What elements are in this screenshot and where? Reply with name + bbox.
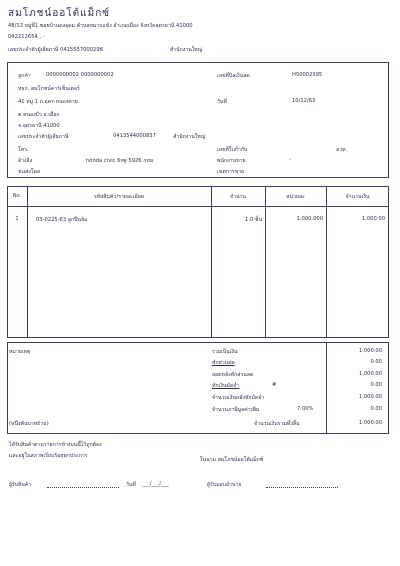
customer-branch: สำนักงานใหญ่	[173, 134, 206, 140]
receipt-date-blank: ___/___/___	[142, 481, 169, 487]
company-name: สมโภชน์ออโต้แม็กซ์	[8, 8, 111, 19]
customer-addr2: ต.หนองบัว อ.เมือง	[18, 112, 60, 118]
company-sign-label: ในนาม สมโภชน์ออโต้แม็กซ์	[200, 457, 264, 463]
credit-label: ลวท.	[336, 147, 348, 153]
remark-label: หมายเหตุ	[9, 349, 31, 355]
date-label: วันที่	[217, 99, 227, 105]
bill-no: HS0002395	[292, 72, 323, 78]
grand-total-value: 1,000.00	[358, 420, 382, 426]
company-address: 48/13 หมู่ที่1 ซอยบ้านดงอุดม ตำบลหมากแข้ง อำเภอเมือง จังหวัดอุดรธานี 41000	[8, 23, 193, 29]
company-tax-id: เลขประจำตัวผู้เสียภาษี 0415557000298	[8, 47, 103, 53]
summary-label: จำนวนเงินหลังหักมัดจำ	[212, 395, 265, 401]
customer-ref-label: อ้างอิง	[18, 158, 33, 164]
items-table	[7, 186, 389, 338]
customer-box	[7, 62, 389, 178]
row-qty: 1.0 ชิ้น	[245, 217, 262, 223]
vat-rate: 7.00%	[297, 406, 314, 412]
col-divider	[326, 186, 327, 338]
customer-name: หจก. สมโภชน์คาร์เซ็นเตอร์	[18, 86, 80, 92]
summary-value: 0.00	[370, 359, 382, 365]
receipt-note-2: และอยู่ในสภาพเรียบร้อยทุกประการ	[9, 453, 88, 459]
receiver-label: ผู้รับสินค้า	[9, 482, 32, 488]
receipt-date-label: วันที่	[126, 482, 136, 488]
company-branch: สำนักงานใหญ่	[170, 47, 203, 53]
summary-label: ยอดหลังหักส่วนลด	[212, 372, 254, 378]
header-qty: จำนวน	[230, 194, 246, 200]
customer-ship-label: ขนส่งโดย	[18, 169, 40, 175]
customer-code: 0000000002 0000000002	[46, 72, 114, 78]
col-divider	[27, 186, 28, 338]
summary-label: หักส่วนลด	[212, 360, 235, 366]
summary-value: 1,000.00	[358, 371, 382, 377]
receiver-signature-line	[47, 487, 119, 488]
header-no: No.	[12, 193, 22, 199]
header-unit-price: หน่วยละ	[286, 194, 305, 200]
summary-label: หักเงินมัดจำ	[212, 383, 240, 389]
grand-total-label: จำนวนเงินรวมทั้งสิ้น	[254, 421, 300, 427]
table-header-divider	[7, 206, 389, 207]
customer-tax-label: เลขประจำตัวผู้เสียภาษี	[18, 134, 69, 140]
company-phone: 042212654 , -	[8, 34, 45, 40]
summary-value: 1,000.00	[358, 348, 382, 354]
authorizer-signature-line	[266, 487, 338, 488]
header-desc: รหัสสินค้า/รายละเอียด	[93, 194, 145, 200]
header-amount: จำนวนเงิน	[345, 194, 370, 200]
customer-addr3: จ.อุดรธานี 41000	[18, 123, 60, 129]
sales-label: พนักงานขาย	[217, 158, 246, 164]
customer-code-label: ลูกค้า	[18, 73, 31, 79]
amount-in-words: (หนึ่งพันบาทถ้วน)	[9, 421, 49, 427]
summary-value: 1,000.00	[358, 394, 382, 400]
authorizer-label: ผู้รับมอบอำนาจ	[207, 482, 242, 488]
customer-tax-id: 0413544000837	[113, 133, 156, 139]
customer-addr1: 41 หมู่ 1 ถ.อุดร-หนองคาย	[18, 99, 78, 105]
summary-value: 0.00	[370, 406, 382, 412]
row-amount: 1,000.00	[361, 216, 385, 222]
col-divider	[211, 186, 212, 338]
row-unit-price: 1,000.000	[296, 216, 323, 222]
dept-label: เขตการขาย	[217, 169, 245, 175]
col-divider	[265, 186, 266, 338]
customer-phone-label: โทร.	[18, 147, 29, 153]
bill-no-label: เลขที่บิลเงินสด	[217, 73, 250, 79]
tax-invoice-label: เลขที่ใบกำกับ	[217, 147, 248, 153]
summary-label: จำนวนภาษีมูลค่าเพิ่ม	[212, 407, 260, 413]
summary-label: รวมเป็นเงิน	[212, 349, 238, 355]
sales-value: -	[289, 157, 291, 163]
customer-ref-value: honda civic 6หฐ 5926 กทม	[86, 158, 154, 164]
row-no: 1	[15, 216, 19, 222]
row-desc: 03-0225-63 ลูกปืนล้อ	[36, 217, 88, 223]
summary-value: 0.00	[370, 382, 382, 388]
doc-date: 10/12/63	[292, 98, 316, 104]
summary-extra: #	[272, 382, 277, 388]
receipt-note-1: ได้รับสินค้าตามรายการข้างบนนี้ไว้ถูกต้อง	[9, 442, 102, 448]
